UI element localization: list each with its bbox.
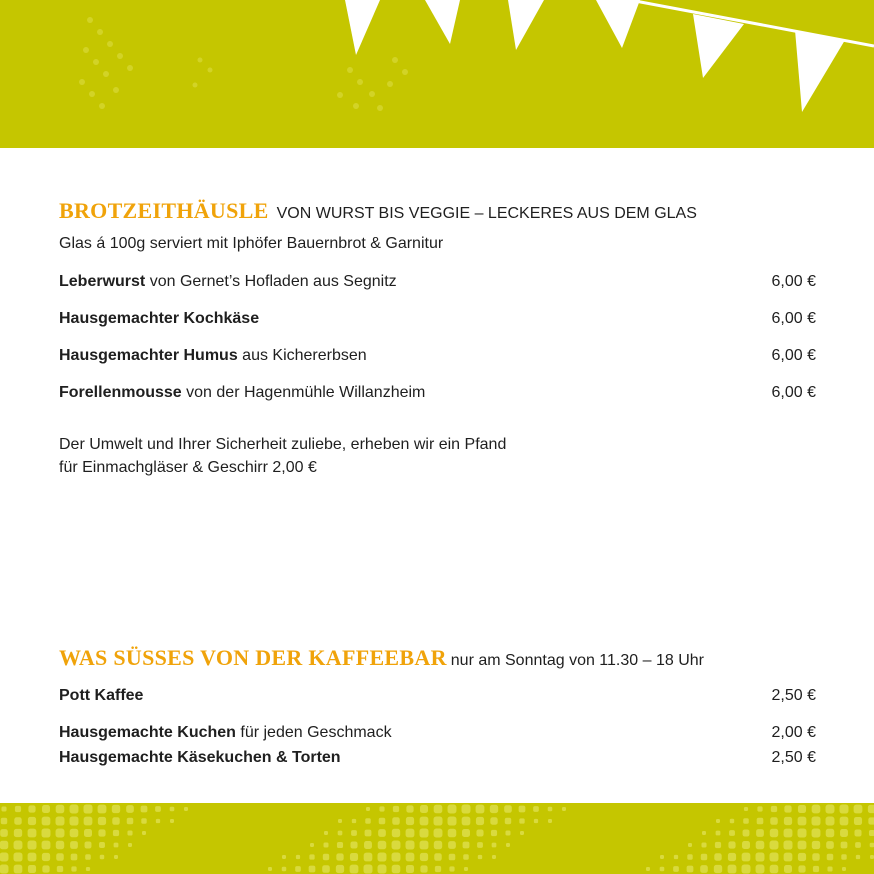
item-price: 2,50 € xyxy=(771,687,816,704)
dot xyxy=(856,855,860,859)
dot xyxy=(827,866,832,871)
dot xyxy=(434,817,443,826)
dot xyxy=(28,853,37,862)
dot xyxy=(784,829,793,838)
dot xyxy=(336,853,343,860)
dot xyxy=(784,865,792,873)
dot xyxy=(477,842,483,848)
dot xyxy=(770,853,779,862)
dot xyxy=(128,843,132,847)
dot xyxy=(842,867,846,871)
dot xyxy=(378,829,386,837)
dot xyxy=(434,805,443,814)
dot xyxy=(854,805,863,814)
dot xyxy=(701,842,706,847)
dot xyxy=(28,805,35,812)
dot xyxy=(798,817,807,826)
dot xyxy=(98,805,107,814)
dot xyxy=(56,841,64,849)
dot xyxy=(757,806,762,811)
dot xyxy=(687,866,694,873)
dot xyxy=(448,805,457,814)
dot xyxy=(420,853,428,861)
dot xyxy=(854,817,862,825)
dot xyxy=(771,806,777,812)
dot xyxy=(784,841,793,850)
dot xyxy=(84,805,93,814)
dot xyxy=(813,866,819,872)
dot xyxy=(378,865,387,874)
dot xyxy=(714,853,721,860)
dot xyxy=(434,829,443,838)
dot xyxy=(490,805,498,813)
dot xyxy=(324,843,329,848)
dot xyxy=(393,806,399,812)
dot xyxy=(492,843,497,848)
dot xyxy=(28,865,36,873)
item-name: Forellenmousse xyxy=(59,384,182,401)
dot xyxy=(448,841,456,849)
dot xyxy=(756,865,765,874)
dot xyxy=(674,855,678,859)
item-desc: aus Kichererbsen xyxy=(237,347,367,364)
dot xyxy=(476,817,484,825)
dot xyxy=(476,805,485,814)
dot xyxy=(56,817,65,826)
dot xyxy=(420,805,428,813)
dot xyxy=(434,853,441,860)
dot xyxy=(336,865,344,873)
brotzeit-intro: Glas á 100g serviert mit Iphöfer Bauernbrot & Garnitur xyxy=(59,235,444,252)
dot xyxy=(42,829,51,838)
dot xyxy=(170,819,174,823)
dot xyxy=(476,829,483,836)
dot xyxy=(449,854,456,861)
dot xyxy=(798,865,805,872)
menu-item-leberwurst xyxy=(59,271,816,308)
dot xyxy=(420,841,429,850)
dot xyxy=(742,841,750,849)
dot xyxy=(378,853,387,862)
dot xyxy=(854,829,861,836)
menu-item-kochkaese xyxy=(59,308,816,345)
dot xyxy=(562,807,566,811)
dot xyxy=(392,865,401,874)
kaffeebar-section xyxy=(59,645,816,772)
dot xyxy=(701,854,707,860)
dot xyxy=(350,853,358,861)
dot xyxy=(84,829,92,837)
dot xyxy=(309,854,314,859)
item-name: Hausgemachte Käsekuchen & Torten xyxy=(59,749,341,766)
bunting-decoration xyxy=(0,0,874,148)
dot xyxy=(99,842,105,848)
dot xyxy=(406,865,414,873)
brotzeit-title: BROTZEITHÄUSLE xyxy=(59,198,269,223)
dot xyxy=(378,841,387,850)
dot xyxy=(449,866,454,871)
dot xyxy=(826,805,835,814)
dot xyxy=(798,853,806,861)
dot xyxy=(282,855,286,859)
item-desc: von Gernet’s Hofladen aus Segnitz xyxy=(145,273,397,290)
dot xyxy=(170,807,175,812)
dot xyxy=(840,805,849,814)
dot xyxy=(141,806,148,813)
dot xyxy=(660,855,664,859)
dot xyxy=(14,853,23,862)
dot xyxy=(492,855,496,859)
dot xyxy=(127,830,132,835)
dot xyxy=(506,843,510,847)
menu-item-kuchen xyxy=(59,722,816,747)
item-name: Hausgemachter Kochkäse xyxy=(59,310,260,327)
menu-item-pott-kaffee xyxy=(59,685,816,722)
dot xyxy=(295,866,301,872)
dot xyxy=(98,829,105,836)
item-price: 6,00 € xyxy=(771,310,816,327)
dot xyxy=(350,841,357,848)
dot xyxy=(840,817,849,826)
dot xyxy=(478,855,482,859)
dot xyxy=(70,817,79,826)
dot xyxy=(812,841,820,849)
dot xyxy=(14,841,23,850)
dot xyxy=(42,817,51,826)
dot xyxy=(364,865,373,874)
dot xyxy=(57,866,63,872)
dot xyxy=(812,817,821,826)
dot xyxy=(757,818,764,825)
dot xyxy=(71,866,76,871)
menu-item-forellenmousse xyxy=(59,382,816,419)
dot xyxy=(855,842,861,848)
dot xyxy=(742,865,751,874)
dot xyxy=(351,830,357,836)
dot xyxy=(827,854,834,861)
dot xyxy=(826,841,834,849)
dot xyxy=(113,830,119,836)
kaffeebar-subtitle: nur am Sonntag von 11.30 – 18 Uhr xyxy=(450,652,704,669)
dot xyxy=(434,841,442,849)
dot xyxy=(282,867,286,871)
dot xyxy=(406,829,415,838)
dot xyxy=(420,829,429,838)
dot xyxy=(56,805,65,814)
dot xyxy=(28,829,37,838)
dot xyxy=(868,805,874,813)
dot xyxy=(70,841,78,849)
dot xyxy=(714,865,722,873)
dot xyxy=(660,867,665,872)
dot xyxy=(14,817,21,824)
dot xyxy=(841,854,846,859)
deposit-note-line2: für Einmachgläser & Geschirr 2,00 € xyxy=(59,459,317,476)
dot xyxy=(126,805,134,813)
dot xyxy=(770,829,778,837)
dot xyxy=(688,843,692,847)
item-price: 2,00 € xyxy=(771,724,816,741)
dot xyxy=(155,806,161,812)
dot xyxy=(448,829,457,838)
dot xyxy=(392,829,400,837)
dot xyxy=(702,831,706,835)
dot xyxy=(141,818,146,823)
dot xyxy=(15,806,21,812)
dot xyxy=(406,817,414,825)
dot xyxy=(716,831,721,836)
dot xyxy=(338,819,342,823)
dot xyxy=(364,853,373,862)
dot xyxy=(392,853,401,862)
dot xyxy=(840,829,848,837)
kaffeebar-title: WAS SÜSSES VON DER KAFFEEBAR xyxy=(59,645,447,670)
dot xyxy=(365,830,372,837)
bottom-decorative-band xyxy=(0,803,874,874)
dot xyxy=(310,843,314,847)
dot xyxy=(462,817,471,826)
dot xyxy=(406,841,415,850)
dot xyxy=(1,806,6,811)
dot xyxy=(406,853,415,862)
deposit-note-line1: Der Umwelt und Ihrer Sicherheit zuliebe, erheben wir ein Pfand xyxy=(59,436,507,453)
menu-item-kaesekuchen xyxy=(59,747,816,772)
menu-item-humus xyxy=(59,345,816,382)
dot xyxy=(533,806,539,812)
dot xyxy=(323,854,329,860)
dot xyxy=(715,842,721,848)
dot xyxy=(352,819,356,823)
dot xyxy=(728,841,735,848)
dot xyxy=(756,829,764,837)
dot xyxy=(548,819,552,823)
dot xyxy=(86,867,90,871)
dot xyxy=(548,807,553,812)
top-decorative-band xyxy=(0,0,874,148)
item-name: Hausgemachter Humus xyxy=(59,347,238,364)
dot xyxy=(700,865,708,873)
dot xyxy=(114,855,118,859)
item-price: 6,00 € xyxy=(771,384,816,401)
dot xyxy=(812,805,821,814)
dot xyxy=(14,865,23,874)
dot xyxy=(462,829,470,837)
dot xyxy=(56,829,65,838)
dot xyxy=(716,819,720,823)
dot xyxy=(112,805,120,813)
dot xyxy=(742,853,751,862)
item-name: Pott Kaffee xyxy=(59,687,144,704)
kaffeebar-heading xyxy=(59,645,816,679)
item-price: 2,50 € xyxy=(771,749,816,766)
dot xyxy=(420,817,429,826)
brotzeit-subtitle: VON WURST BIS VEGGIE – LECKERES AUS DEM GLAS xyxy=(276,205,697,222)
dot xyxy=(70,805,79,814)
dot xyxy=(84,817,93,826)
item-price: 6,00 € xyxy=(771,347,816,364)
dot xyxy=(392,817,399,824)
dot xyxy=(268,867,272,871)
dot xyxy=(85,842,92,849)
dot xyxy=(744,807,748,811)
dot xyxy=(784,805,791,812)
dot xyxy=(42,853,50,861)
dot xyxy=(392,841,401,850)
dot xyxy=(0,865,8,874)
dot xyxy=(869,830,874,836)
dot xyxy=(730,819,734,823)
dot xyxy=(56,853,64,861)
dot xyxy=(868,817,874,824)
dot xyxy=(0,829,8,837)
dot xyxy=(646,867,650,871)
item-desc: von der Hagenmühle Willanzheim xyxy=(181,384,426,401)
dot xyxy=(98,817,106,825)
dot xyxy=(435,866,441,872)
dot xyxy=(490,817,497,824)
dot xyxy=(112,817,119,824)
dot xyxy=(448,817,457,826)
dot xyxy=(743,830,750,837)
dot xyxy=(673,866,679,872)
dot xyxy=(464,867,468,871)
dot xyxy=(756,841,765,850)
dot xyxy=(42,805,50,813)
dot xyxy=(463,842,470,849)
dot xyxy=(870,843,874,848)
item-name: Leberwurst xyxy=(59,273,146,290)
dot xyxy=(364,841,372,849)
dot xyxy=(337,842,343,848)
dot xyxy=(142,831,146,835)
dot xyxy=(462,805,471,814)
dot xyxy=(0,841,8,849)
dot xyxy=(379,806,384,811)
dot xyxy=(338,831,343,836)
dot xyxy=(728,865,737,874)
dot xyxy=(85,854,91,860)
dot xyxy=(322,865,330,873)
dot xyxy=(812,853,819,860)
dot xyxy=(756,853,765,862)
dot xyxy=(366,807,370,811)
deposit-note xyxy=(59,433,816,479)
dot xyxy=(28,817,36,825)
dot xyxy=(0,853,8,862)
dot xyxy=(350,865,359,874)
dot xyxy=(770,817,778,825)
dot xyxy=(42,865,49,872)
dot xyxy=(784,817,792,825)
item-desc: für jeden Geschmack xyxy=(235,724,392,741)
dot xyxy=(870,855,874,859)
dot xyxy=(798,841,807,850)
dot xyxy=(114,843,119,848)
dot-pattern xyxy=(0,803,874,874)
dot xyxy=(491,830,497,836)
dot xyxy=(309,866,316,873)
dot xyxy=(770,865,779,874)
dot xyxy=(184,807,188,811)
dot xyxy=(365,818,370,823)
dot xyxy=(420,865,427,872)
dot xyxy=(42,841,51,850)
item-price: 6,00 € xyxy=(771,273,816,290)
dot xyxy=(14,829,22,837)
dot xyxy=(519,806,526,813)
dot xyxy=(812,829,821,838)
dot xyxy=(729,830,735,836)
dot xyxy=(534,819,538,823)
dot xyxy=(70,829,79,838)
dot xyxy=(463,854,469,860)
dot xyxy=(784,853,793,862)
dot xyxy=(504,805,512,813)
brotzeit-heading xyxy=(59,198,816,232)
dot xyxy=(826,817,835,826)
dot xyxy=(505,830,510,835)
dot xyxy=(520,831,524,835)
dot xyxy=(1,818,7,824)
dot xyxy=(505,818,511,824)
dot xyxy=(687,854,692,859)
dot xyxy=(379,818,386,825)
dot xyxy=(28,841,37,850)
dot xyxy=(296,855,300,859)
dot xyxy=(100,855,104,859)
dot xyxy=(841,842,848,849)
dot xyxy=(406,805,413,812)
dot xyxy=(127,818,134,825)
dot xyxy=(324,831,328,835)
dot xyxy=(798,805,806,813)
dot xyxy=(728,853,736,861)
dot xyxy=(71,854,78,861)
dot xyxy=(826,829,835,838)
dot xyxy=(770,841,779,850)
item-name: Hausgemachte Kuchen xyxy=(59,724,236,741)
dot xyxy=(519,818,524,823)
dot xyxy=(156,819,160,823)
dot xyxy=(798,829,807,838)
dot xyxy=(743,818,749,824)
brotzeit-section xyxy=(59,198,816,479)
